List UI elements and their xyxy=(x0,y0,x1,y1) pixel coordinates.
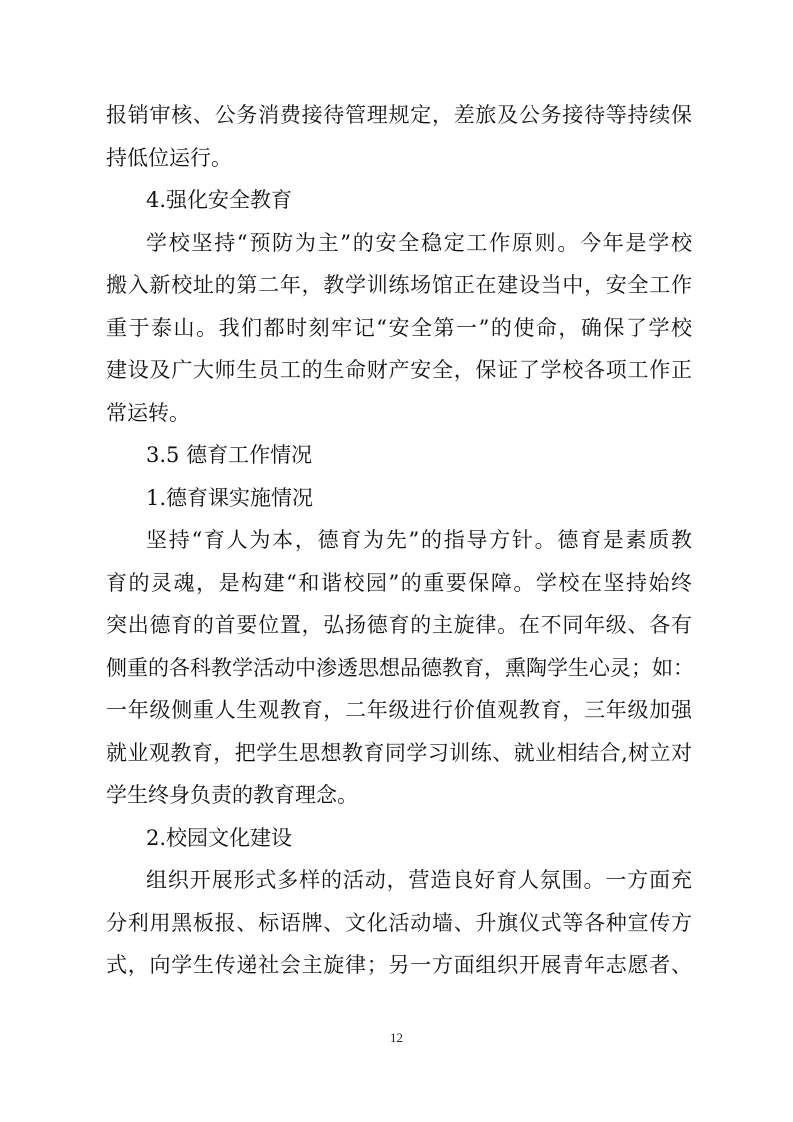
section-heading: 3.5 德育工作情况 xyxy=(146,443,313,467)
body-line: 一年级侧重人生观教育，二年级进行价值观教育，三年级加强 xyxy=(106,698,692,722)
paragraph-first-line: 坚持“育人为本，德育为先”的指导方针。德育是素质教 xyxy=(146,528,692,552)
paragraph-first-line: 组织开展形式多样的活动，营造良好育人氛围。一方面充 xyxy=(146,868,692,892)
section-heading: 2.校园文化建设 xyxy=(146,825,293,850)
body-line: 式，向学生传递社会主旋律；另一方面组织开展青年志愿者、 xyxy=(106,953,692,977)
body-line: 侧重的各科教学活动中渗透思想品德教育，熏陶学生心灵；如： xyxy=(106,655,694,680)
body-line: 重于泰山。我们都时刻牢记“安全第一”的使命，确保了学校 xyxy=(106,315,692,340)
body-line: 突出德育的首要位置，弘扬德育的主旋律。在不同年级、各有 xyxy=(106,613,692,637)
paragraph-last-line: 学生终身负责的教育理念。 xyxy=(106,783,358,807)
body-line: 搬入新校址的第二年，教学训练场馆正在建设当中，安全工作 xyxy=(106,273,692,297)
page-number: 12 xyxy=(390,1030,403,1045)
section-heading: 4.强化安全教育 xyxy=(146,188,293,212)
body-line: 育的灵魂，是构建“和谐校园”的重要保障。学校在坚持始终 xyxy=(106,570,692,595)
document-body xyxy=(106,94,692,987)
paragraph-last-line: 持低位运行。 xyxy=(106,145,232,170)
paragraph-first-line: 学校坚持“预防为主”的安全稳定工作原则。今年是学校 xyxy=(146,230,692,255)
body-line: 分利用黑板报、标语牌、文化活动墙、升旗仪式等各种宣传方 xyxy=(106,910,692,935)
body-line: 就业观教育，把学生思想教育同学习训练、就业相结合,树立对 xyxy=(106,740,692,765)
body-line: 建设及广大师生员工的生命财产安全，保证了学校各项工作正 xyxy=(106,358,692,382)
paragraph-last-line: 常运转。 xyxy=(106,400,190,425)
section-heading: 1.德育课实施情况 xyxy=(146,485,314,510)
body-line: 报销审核、公务消费接待管理规定，差旅及公务接待等持续保 xyxy=(106,103,692,127)
